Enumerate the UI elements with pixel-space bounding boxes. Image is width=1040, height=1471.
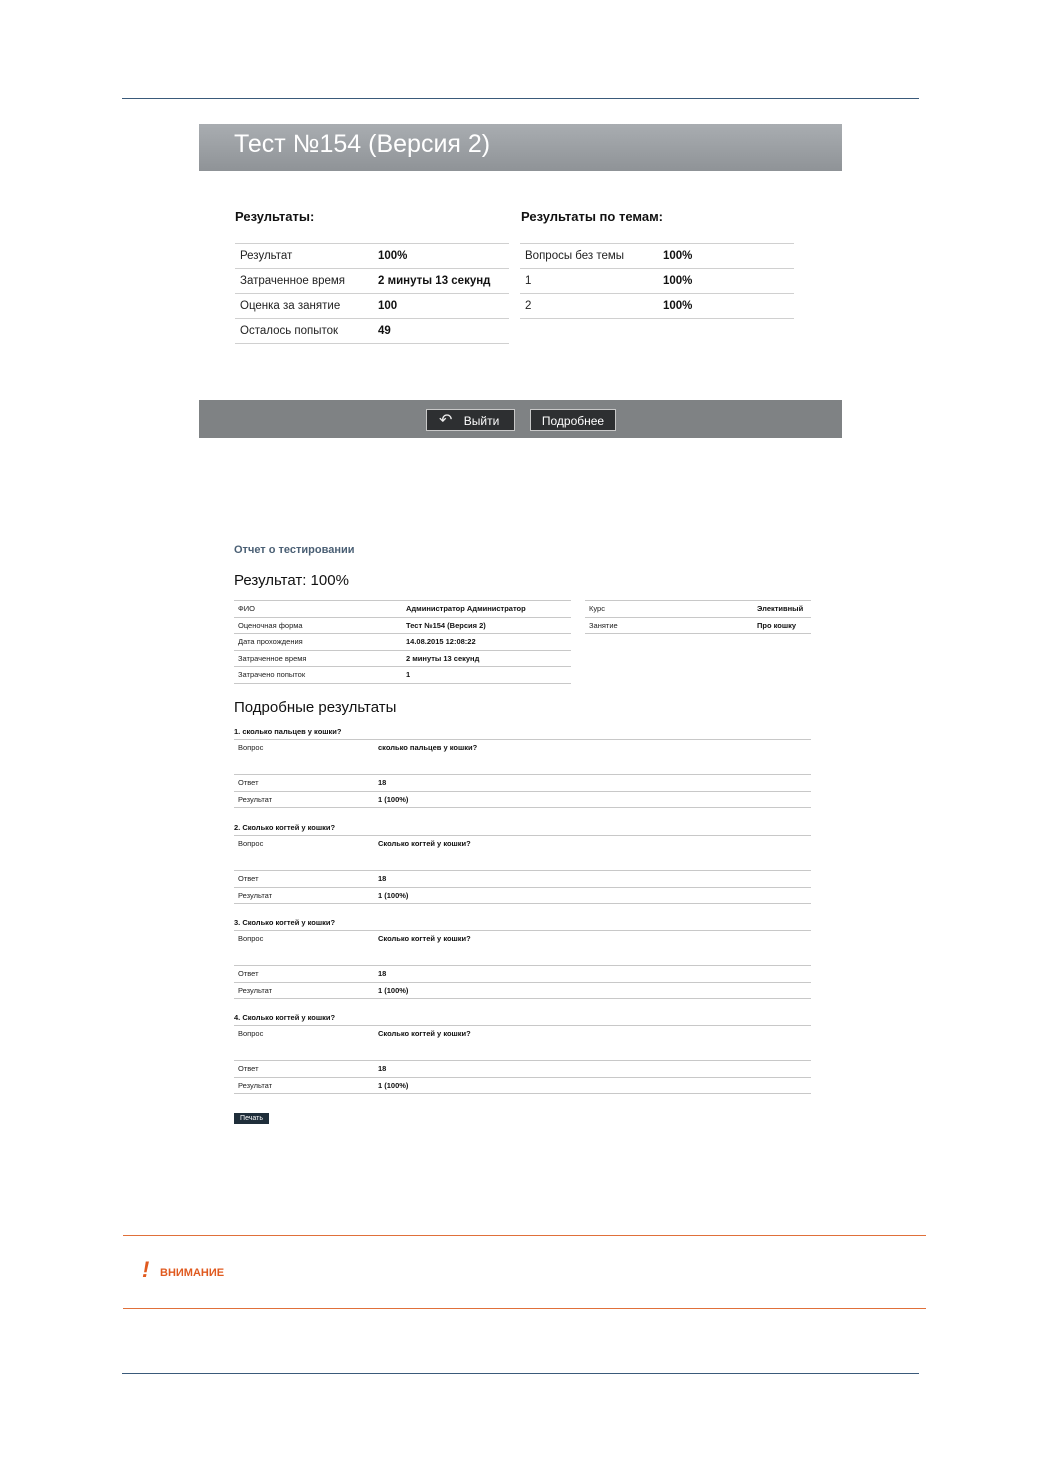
row-label: Вопросы без темы — [520, 244, 658, 269]
question-table — [234, 930, 811, 999]
table-row — [520, 244, 794, 269]
action-bar — [199, 400, 842, 438]
row-value: 1 (100%) — [374, 887, 811, 904]
row-value: 1 (100%) — [374, 791, 811, 808]
row-label: 2 — [520, 294, 658, 319]
row-label: Дата прохождения — [234, 634, 402, 651]
report-meta-left — [234, 600, 571, 684]
table-row — [235, 244, 509, 269]
question-heading: 3. Сколько когтей у кошки? — [234, 918, 336, 927]
warning-top-rule — [123, 1235, 926, 1236]
row-label: Затраченное время — [234, 650, 402, 667]
table-row — [234, 650, 571, 667]
row-value: Администратор Администратор — [402, 601, 571, 618]
table-row — [235, 269, 509, 294]
row-label: Оценочная форма — [234, 617, 402, 634]
test-title: Тест №154 (Версия 2) — [234, 130, 491, 158]
row-value: Сколько когтей у кошки? — [374, 836, 811, 871]
exit-label: Выйти — [463, 414, 500, 428]
question-block — [234, 918, 811, 999]
table-row — [234, 601, 571, 618]
exclamation-icon: ! — [142, 1257, 150, 1282]
table-row — [520, 269, 794, 294]
question-table — [234, 739, 811, 808]
row-value: сколько пальцев у кошки? — [374, 740, 811, 775]
row-label: Ответ — [234, 775, 374, 792]
table-row — [234, 634, 571, 651]
row-value: 18 — [374, 871, 811, 888]
question-block — [234, 1013, 811, 1094]
bottom-rule — [122, 1373, 919, 1374]
row-value: Сколько когтей у кошки? — [374, 1026, 811, 1061]
table-row — [234, 1077, 811, 1094]
row-label: Вопрос — [234, 740, 374, 775]
table-row — [234, 887, 811, 904]
row-label: ФИО — [234, 601, 402, 618]
row-value: Тест №154 (Версия 2) — [402, 617, 571, 634]
topics-heading: Результаты по темам: — [521, 209, 664, 224]
question-table — [234, 835, 811, 904]
row-value: 2 минуты 13 секунд — [402, 650, 571, 667]
table-row — [234, 931, 811, 966]
table-row — [234, 966, 811, 983]
row-value: 1 (100%) — [374, 1077, 811, 1094]
report-result: Результат: 100% — [234, 572, 349, 589]
row-label: Затрачено попыток — [234, 667, 402, 684]
row-value: 1 (100%) — [374, 982, 811, 999]
row-label: Затраченное время — [235, 269, 373, 294]
row-value: 18 — [374, 1061, 811, 1078]
row-value: 2 минуты 13 секунд — [373, 269, 509, 294]
row-label: Ответ — [234, 871, 374, 888]
report-title: Отчет о тестировании — [234, 544, 355, 556]
question-table — [234, 1025, 811, 1094]
row-value: 14.08.2015 12:08:22 — [402, 634, 571, 651]
question-heading: 4. Сколько когтей у кошки? — [234, 1013, 336, 1022]
row-label: Результат — [234, 887, 374, 904]
report-meta-right — [585, 600, 811, 634]
row-label: Ответ — [234, 966, 374, 983]
test-result-screenshot — [199, 124, 842, 438]
row-label: 1 — [520, 269, 658, 294]
row-label: Результат — [235, 244, 373, 269]
details-label: Подробнее — [541, 414, 605, 428]
row-value: 100% — [658, 244, 794, 269]
question-heading: 1. сколько пальцев у кошки? — [234, 727, 342, 736]
table-row — [235, 319, 509, 344]
table-row — [520, 294, 794, 319]
row-value: 18 — [374, 775, 811, 792]
table-row — [234, 836, 811, 871]
row-label: Ответ — [234, 1061, 374, 1078]
warning-label: ВНИМАНИЕ — [160, 1267, 225, 1279]
row-value: Сколько когтей у кошки? — [374, 931, 811, 966]
results-table — [235, 243, 509, 344]
back-arrow-icon: ↶ — [439, 412, 453, 429]
details-button[interactable] — [530, 409, 616, 431]
row-label: Вопрос — [234, 836, 374, 871]
row-label: Результат — [234, 791, 374, 808]
test-report-screenshot — [199, 535, 842, 1135]
table-row — [234, 667, 571, 684]
row-label: Результат — [234, 1077, 374, 1094]
table-row — [234, 740, 811, 775]
top-rule — [122, 98, 919, 99]
row-value: 18 — [374, 966, 811, 983]
table-row — [235, 294, 509, 319]
table-row — [234, 1026, 811, 1061]
row-value: Про кошку — [753, 617, 811, 634]
title-bar — [199, 124, 842, 171]
warning-bottom-rule — [123, 1308, 926, 1309]
details-title: Подробные результаты — [234, 699, 397, 716]
row-label: Курс — [585, 601, 753, 618]
row-value: Элективный — [753, 601, 811, 618]
question-heading: 2. Сколько когтей у кошки? — [234, 823, 336, 832]
row-value: 49 — [373, 319, 509, 344]
table-row — [234, 1061, 811, 1078]
table-row — [234, 617, 571, 634]
print-button[interactable]: Печать — [234, 1113, 269, 1124]
table-row — [234, 791, 811, 808]
row-label: Вопрос — [234, 931, 374, 966]
exit-button[interactable] — [426, 409, 515, 431]
row-value: 1 — [402, 667, 571, 684]
row-value: 100% — [658, 269, 794, 294]
table-row — [585, 601, 811, 618]
row-label: Занятие — [585, 617, 753, 634]
table-row — [234, 775, 811, 792]
row-value: 100 — [373, 294, 509, 319]
table-row — [234, 982, 811, 999]
results-heading: Результаты: — [235, 209, 315, 224]
row-label: Оценка за занятие — [235, 294, 373, 319]
row-label: Результат — [234, 982, 374, 999]
topics-table — [520, 243, 794, 319]
table-row — [234, 871, 811, 888]
row-value: 100% — [658, 294, 794, 319]
row-label: Вопрос — [234, 1026, 374, 1061]
question-block — [234, 727, 811, 808]
row-label: Осталось попыток — [235, 319, 373, 344]
table-row — [585, 617, 811, 634]
row-value: 100% — [373, 244, 509, 269]
question-block — [234, 823, 811, 904]
